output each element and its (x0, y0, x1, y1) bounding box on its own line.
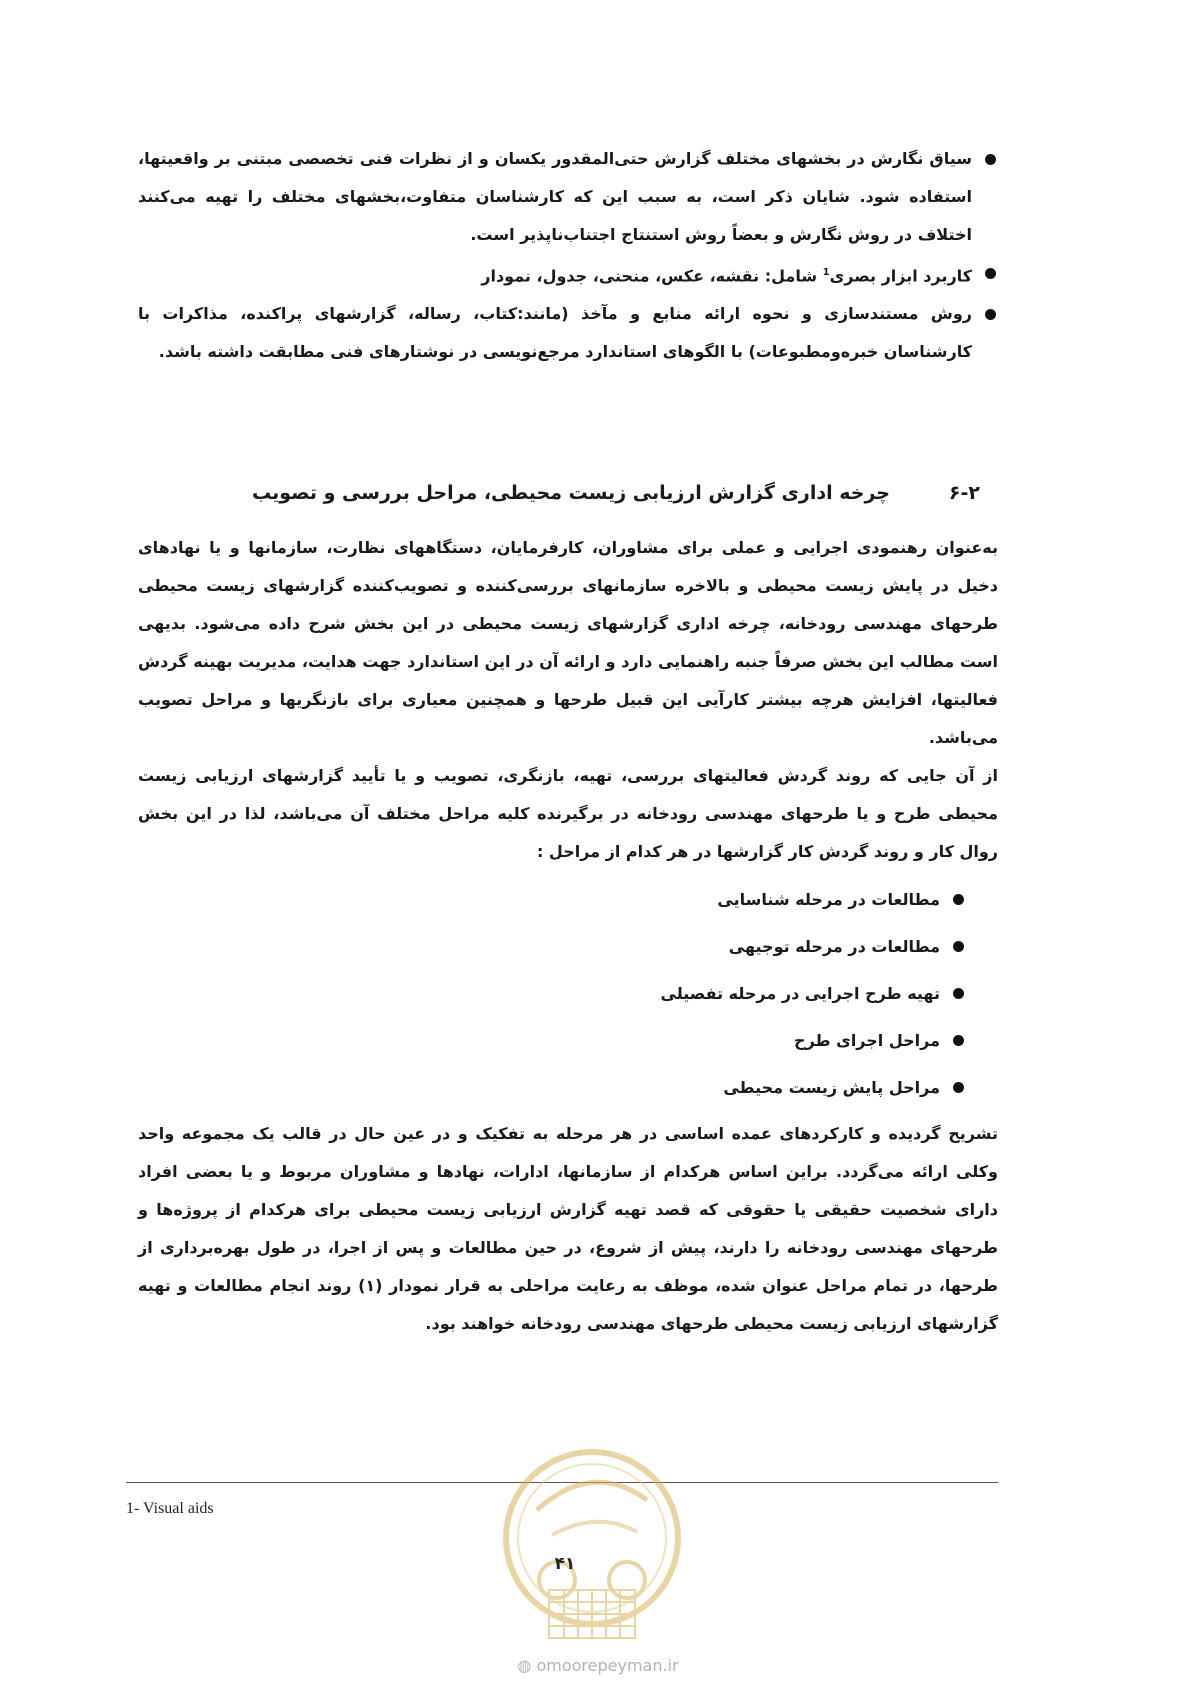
stage-item (138, 876, 998, 923)
bullet-visual-tools-rest: شامل: نقشه، عکس، منحنی، جدول، نمودار (481, 266, 823, 286)
stage-item (138, 923, 998, 970)
stage-label: مطالعات در مرحله شناسایی (717, 890, 940, 909)
bullet-visual-tools (138, 254, 998, 295)
watermark-site-text: omoorepeyman.ir (536, 1656, 679, 1675)
bullet-dot-icon (953, 988, 964, 999)
paragraph-description: تشریح گردیده و کارکردهای عمده اساسی در هر مرحله به تفکیک و در عین حال در قالب یک مجموعه واحد وکلی ارائه می‌گردد. براین اساس هرکدام از سازمانها، ادارات، نهادها و مشاوران مربوط و یا بعضی افراد دارای شخصیت حقیقی یا حقوقی که قصد تهیه گزارش ارزیابی زیست محیطی برای هرکدام از پروژه‌ها و طرحهای مهندسی رودخانه را دارند، پیش از شروع، در حین مطالعات و پس از اجرا، در طول بهره‌برداری از طرحها، در تمام مراحل عنوان شده، موظف به رعایت مراحلی به قرار نمودار (۱) روند انجام مطالعات و تهیه گزارشهای ارزیابی زیست محیطی طرحهای مهندسی رودخانه خواهند بود. (138, 1124, 999, 1333)
top-bullet-list (138, 140, 998, 371)
section-title: چرخه اداری گزارش ارزیابی زیست محیطی، مراحل بررسی و تصویب (252, 482, 890, 504)
stage-item (138, 1064, 998, 1111)
bullet-writing-style (138, 140, 998, 254)
bullet-visual-tools-text: کاربرد ابزار بصری (829, 266, 972, 286)
paragraph-intro: به‌عنوان رهنمودی اجرایی و عملی برای مشاوران، کارفرمایان، دستگاههای نظارت، سازمانها و یا نهادهای دخیل در پایش زیست محیطی و بالاخره سازمانهای بررسی‌کننده و تصویب‌کننده گزارشهای زیست محیطی طرحهای مهندسی رودخانه، چرخه اداری گزارشهای زیست محیطی در این بخش شرح داده می‌شود. بدیهی است مطالب این بخش صرفاً جنبه راهنمایی دارد و ارائه آن در این استاندارد جهت هدایت، مدیریت بهینه گردش فعالیتها، افزایش هرچه بیشتر کارآیی این قبیل طرحها و همچنین معیاری برای بازنگریها و مراحل تصویب می‌باشد. (138, 538, 998, 747)
bullet-dot-icon (953, 1082, 964, 1093)
bullet-dot-icon (953, 1035, 964, 1046)
stages-list (138, 876, 998, 1111)
bullet-documentation (138, 295, 998, 371)
bullet-dot-icon (985, 268, 996, 279)
footnote-marker[interactable]: 1 (822, 267, 830, 278)
bullet-dot-icon (953, 941, 964, 952)
stage-label: مراحل پایش زیست محیطی (723, 1078, 940, 1097)
stage-item (138, 970, 998, 1017)
top-bullet-block (138, 140, 998, 371)
bullet-dot-icon (985, 309, 996, 320)
footnote: 1- Visual aids (126, 1500, 214, 1517)
stage-label: مراحل اجرای طرح (794, 1031, 940, 1050)
section-number: ۶-۲ (948, 482, 980, 504)
watermark-seal-icon (497, 1440, 687, 1650)
stage-label: تهیه طرح اجرایی در مرحله تفصیلی (660, 984, 940, 1003)
globe-icon: ◍ (517, 1656, 532, 1675)
page-number: ۴۱ (554, 1554, 576, 1574)
bullet-documentation-text: روش مستندسازی و نحوه ارائه منابع و مآخذ (مانند:کتاب، رساله، گزارشهای پراکنده، مذاکرات با کارشناسان خبره‌ومطبوعات) با الگوهای استاندارد مرجع‌نویسی در نوشتارهای فنی مطابقت داشته باشد. (138, 304, 972, 362)
bullet-dot-icon (953, 894, 964, 905)
stage-item (138, 1017, 998, 1064)
bullet-dot-icon (985, 154, 996, 165)
paragraph-process: از آن جایی که روند گردش فعالیتهای بررسی، تهیه، بازنگری، تصویب و یا تأیید گزارشهای ارزیابی زیست محیطی طرح و یا طرحهای مهندسی رودخانه در برگیرنده کلیه مراحل مختلف آن می‌باشد، لذا در این بخش روال کار و روند گردش کار گزارشها در هر کدام از مراحل : (138, 766, 998, 861)
stage-label: مطالعات در مرحله توجیهی (728, 937, 940, 956)
bullet-writing-style-text: سیاق نگارش در بخشهای مختلف گزارش حتی‌المقدور یکسان و از نظرات فنی تخصصی مبتنی بر واقعیتها، استفاده شود. شایان ذکر است، به سبب این که کارشناسان متفاوت،بخشهای مختلف را تهیه می‌کنند اختلاف در روش نگارش و بعضاً روش استنتاج اجتناب‌ناپذیر است. (138, 149, 972, 244)
section-heading (138, 478, 998, 508)
body-block (138, 529, 998, 1343)
watermark-site (488, 1656, 708, 1675)
